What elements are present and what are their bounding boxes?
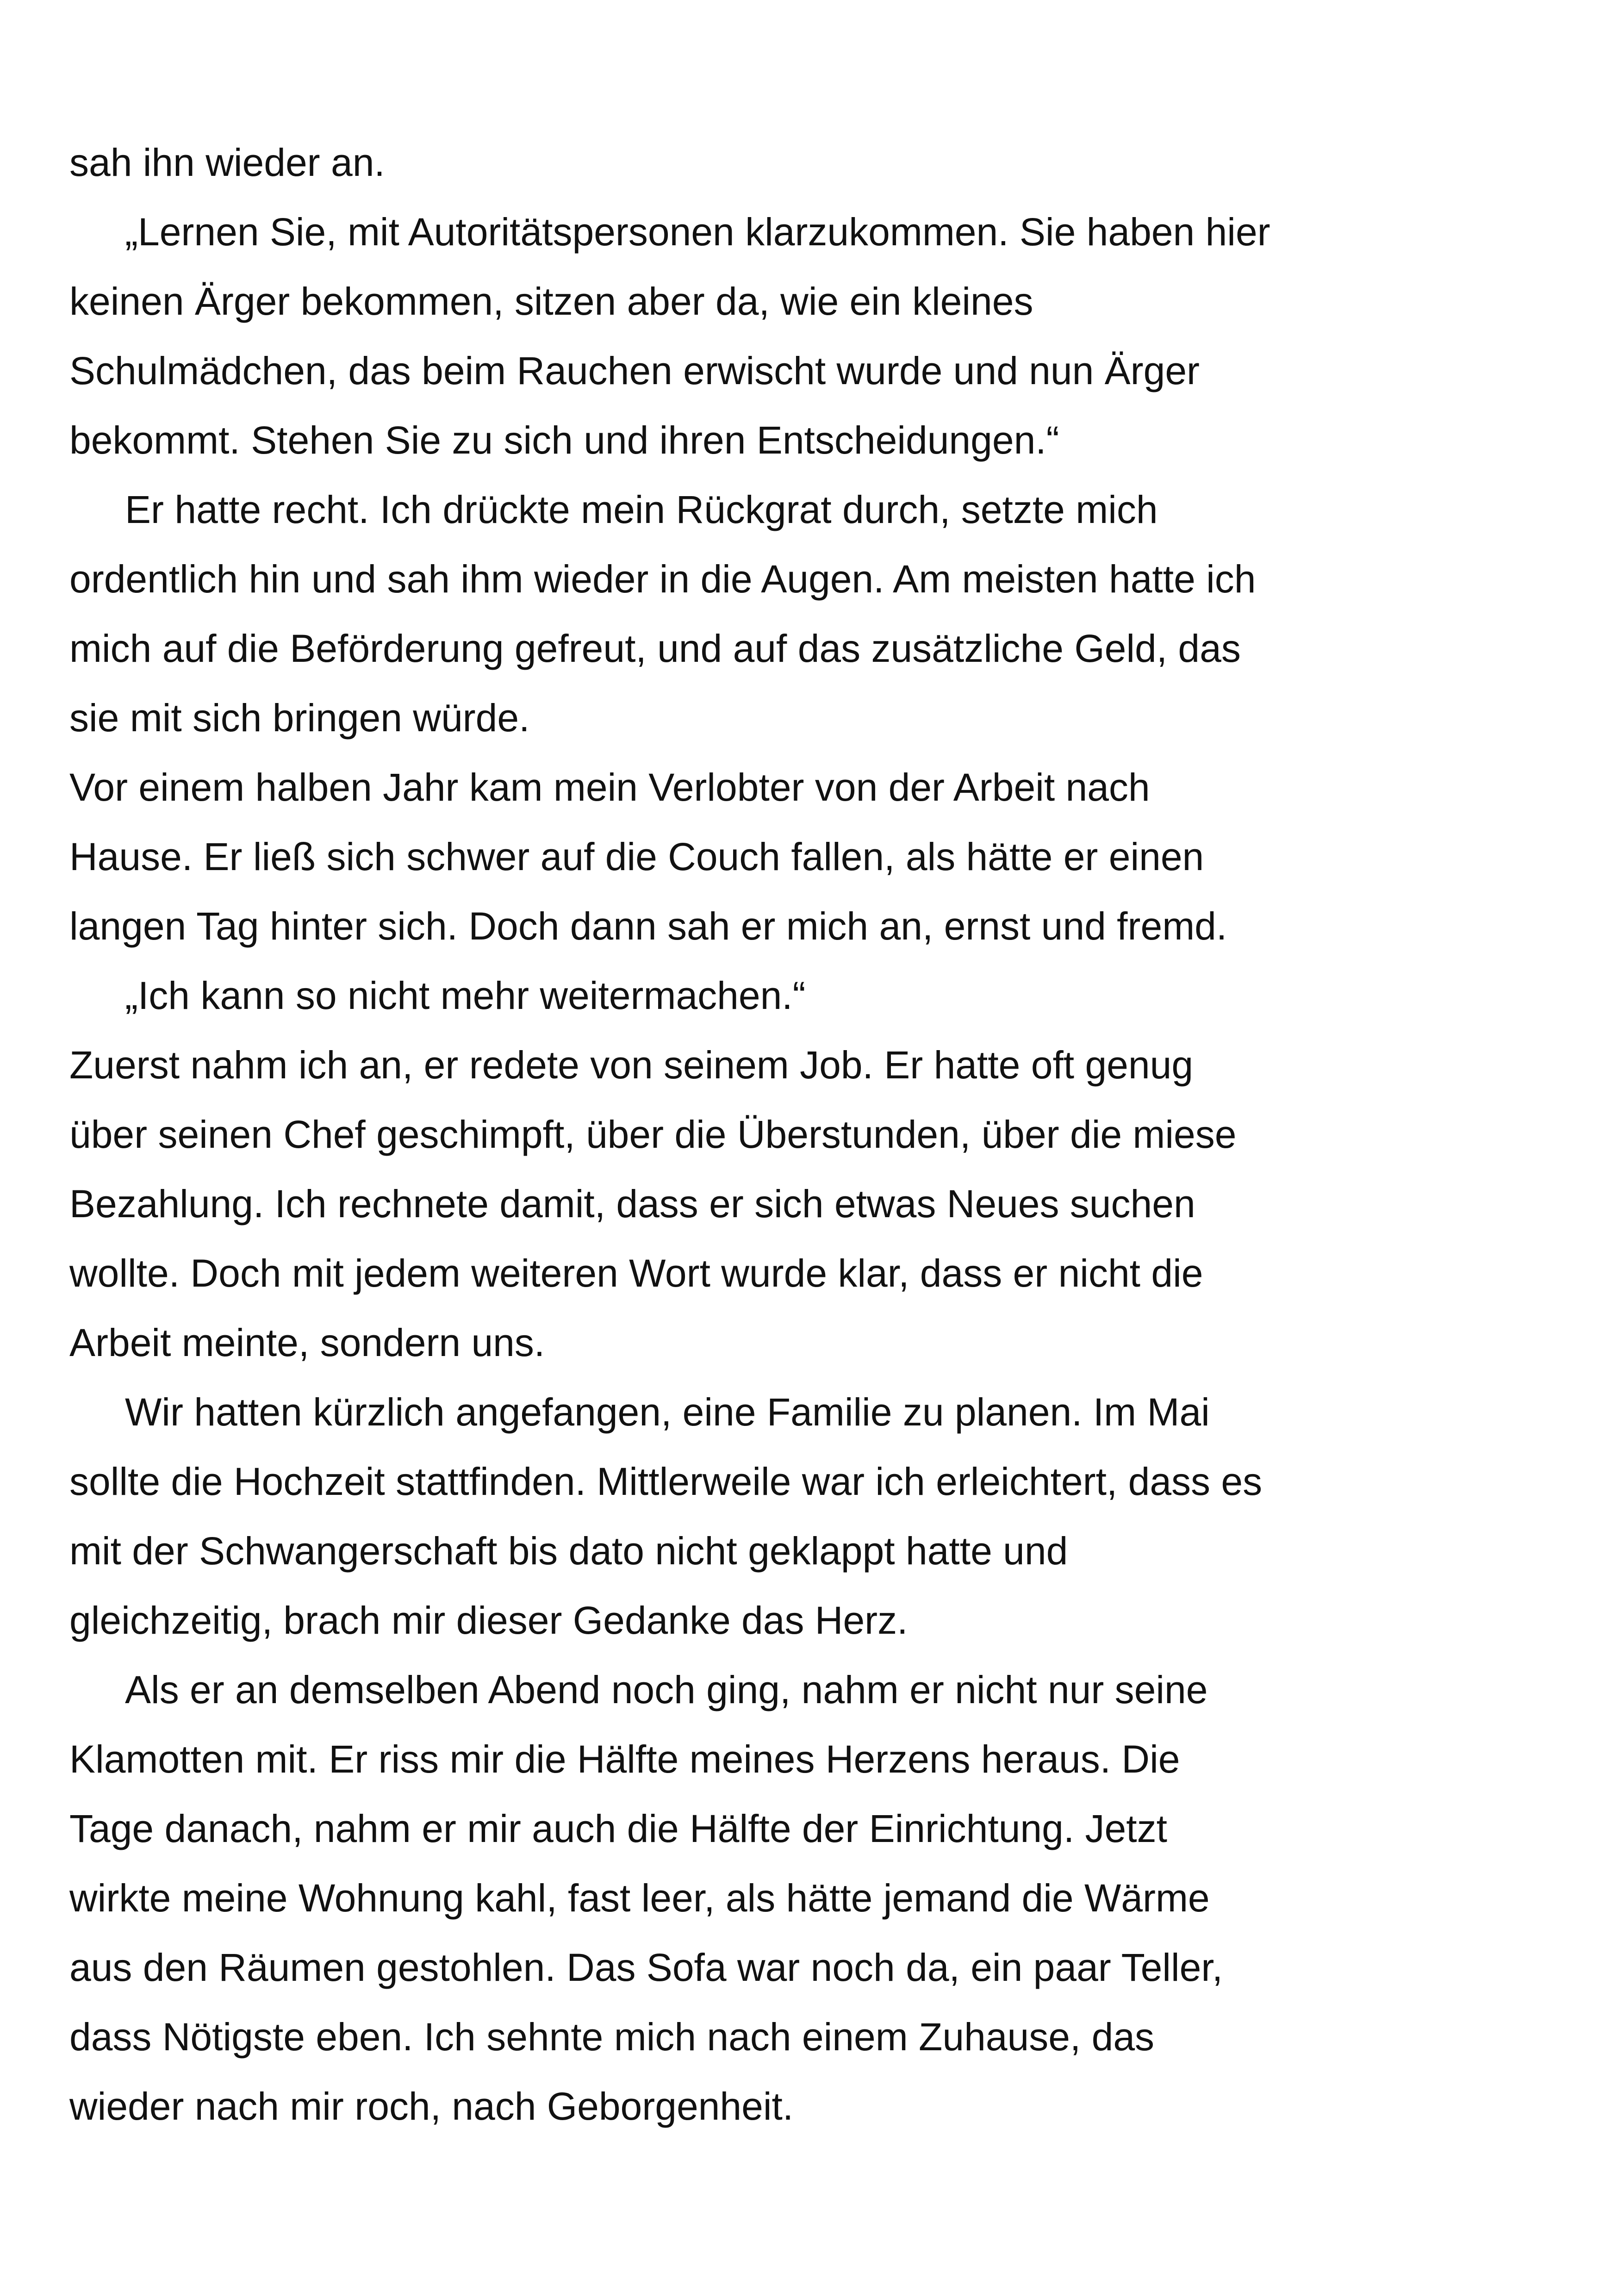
text-line: ordentlich hin und sah ihm wieder in die Augen. Am meisten hatte ich	[69, 557, 1256, 601]
text-line: Hause. Er ließ sich schwer auf die Couch fallen, als hätte er einen	[69, 835, 1204, 878]
text-line: Zuerst nahm ich an, er redete von seinem Job. Er hatte oft genug	[69, 1043, 1194, 1087]
text-line: aus den Räumen gestohlen. Das Sofa war noch da, ein paar Teller,	[69, 1946, 1223, 1989]
text-line: wieder nach mir roch, nach Geborgenheit.	[69, 2084, 794, 2128]
text-line: langen Tag hinter sich. Doch dann sah er mich an, ernst und fremd.	[69, 904, 1227, 948]
text-line: sie mit sich bringen würde.	[69, 696, 530, 740]
text-line: gleichzeitig, brach mir dieser Gedanke das Herz.	[69, 1599, 908, 1642]
text-line: über seinen Chef geschimpft, über die Überstunden, über die miese	[69, 1113, 1237, 1156]
body-text	[69, 128, 1412, 2141]
text-line: sah ihn wieder an.	[69, 141, 385, 184]
text-line: Klamotten mit. Er riss mir die Hälfte meines Herzens heraus. Die	[69, 1737, 1180, 1781]
text-line: Er hatte recht. Ich drückte mein Rückgrat durch, setzte mich	[125, 488, 1158, 531]
text-line: mit der Schwangerschaft bis dato nicht geklappt hatte und	[69, 1529, 1068, 1573]
text-line: Bezahlung. Ich rechnete damit, dass er sich etwas Neues suchen	[69, 1182, 1195, 1226]
text-line: „Lernen Sie, mit Autoritätspersonen klarzukommen. Sie haben hier	[125, 210, 1270, 254]
text-line: Vor einem halben Jahr kam mein Verlobter von der Arbeit nach	[69, 765, 1150, 809]
text-line: wirkte meine Wohnung kahl, fast leer, als hätte jemand die Wärme	[69, 1876, 1210, 1920]
text-line: Arbeit meinte, sondern uns.	[69, 1321, 545, 1364]
text-line: dass Nötigste eben. Ich sehnte mich nach einem Zuhause, das	[69, 2015, 1155, 2059]
text-line: wollte. Doch mit jedem weiteren Wort wurde klar, dass er nicht die	[69, 1251, 1203, 1295]
text-line: Schulmädchen, das beim Rauchen erwischt wurde und nun Ärger	[69, 349, 1200, 392]
text-line: keinen Ärger bekommen, sitzen aber da, wie ein kleines	[69, 280, 1033, 323]
text-line: sollte die Hochzeit stattfinden. Mittlerweile war ich erleichtert, dass es	[69, 1460, 1263, 1503]
text-line: mich auf die Beförderung gefreut, und auf das zusätzliche Geld, das	[69, 627, 1241, 670]
text-line: „Ich kann so nicht mehr weitermachen.“	[125, 974, 806, 1017]
text-line: Als er an demselben Abend noch ging, nahm er nicht nur seine	[125, 1668, 1208, 1711]
text-line: Wir hatten kürzlich angefangen, eine Familie zu planen. Im Mai	[125, 1390, 1210, 1434]
text-line: bekommt. Stehen Sie zu sich und ihren Entscheidungen.“	[69, 418, 1059, 462]
text-line: Tage danach, nahm er mir auch die Hälfte der Einrichtung. Jetzt	[69, 1807, 1167, 1850]
